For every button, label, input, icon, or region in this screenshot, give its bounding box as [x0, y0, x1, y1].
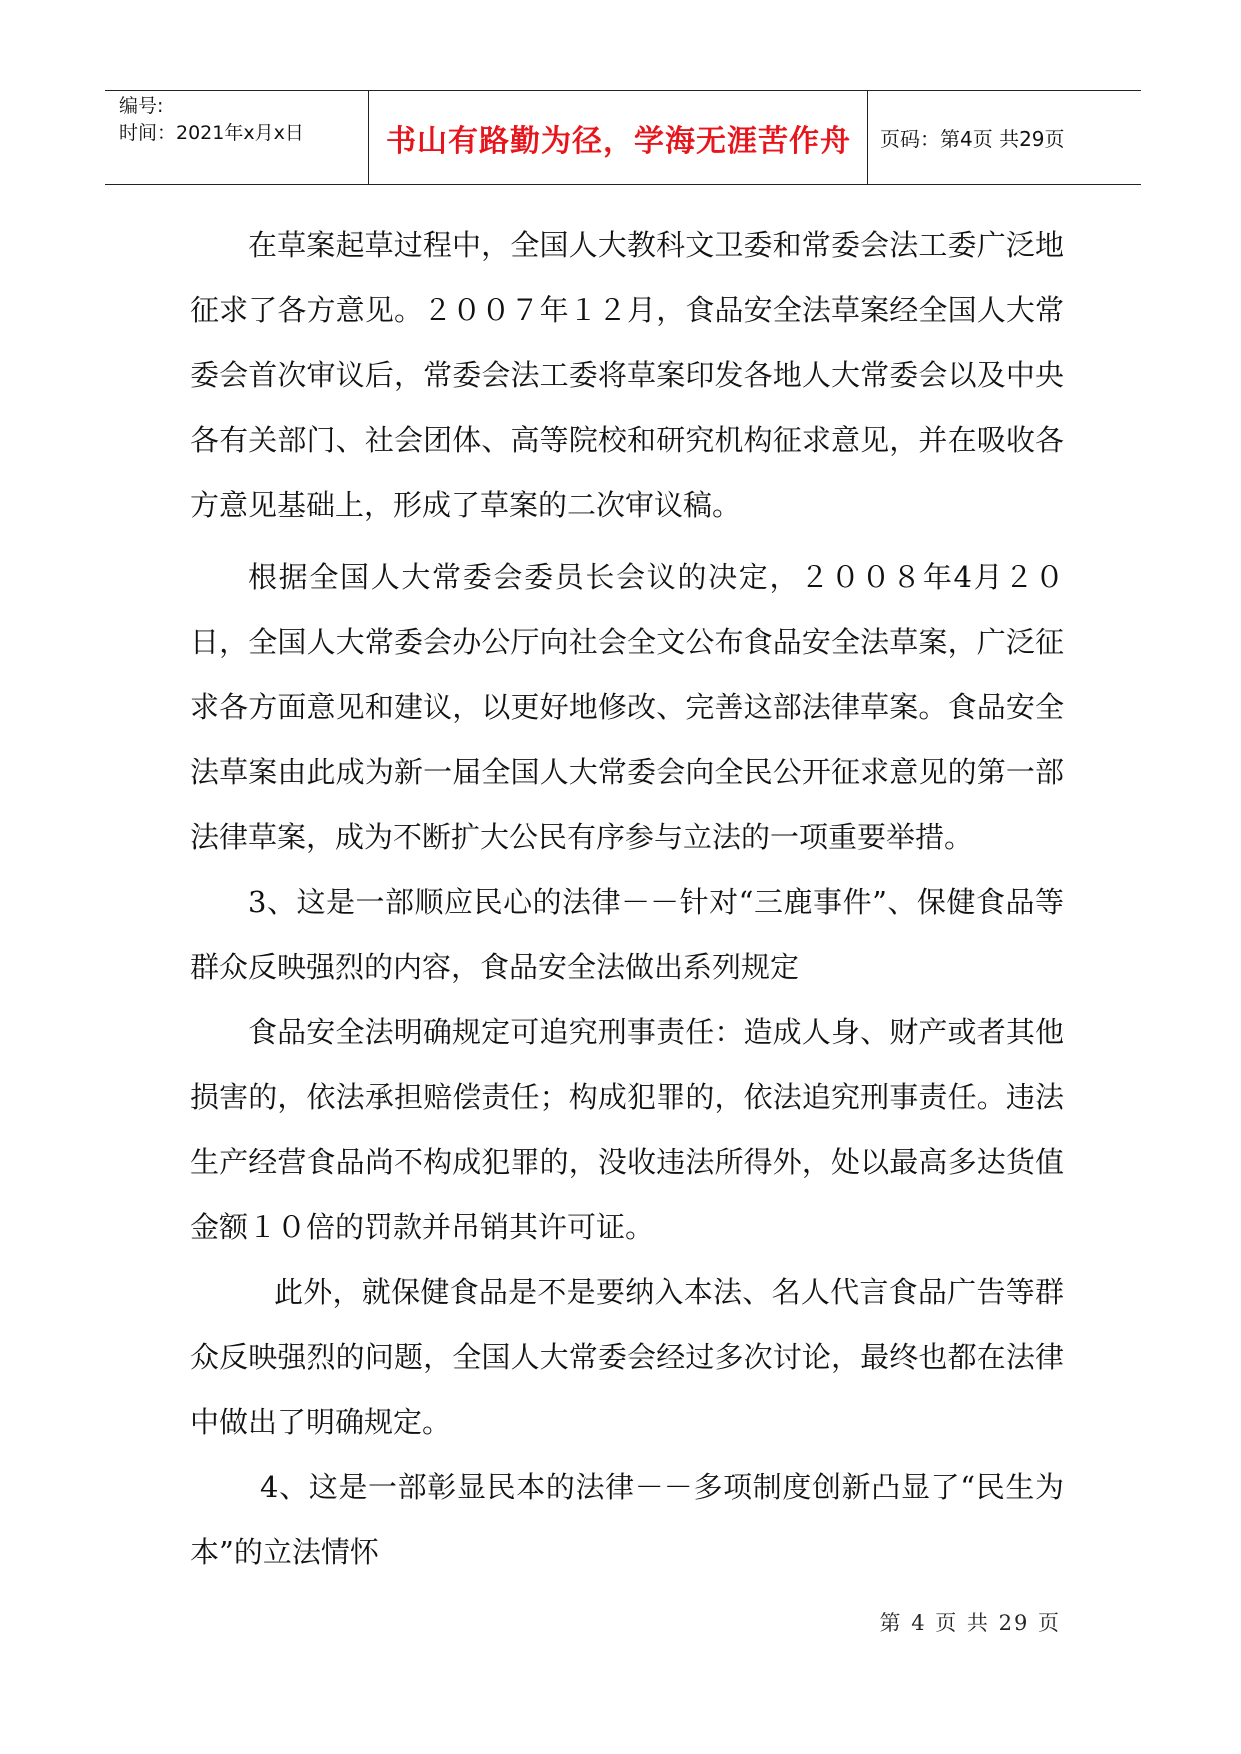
document-body: [190, 213, 1064, 1585]
paragraph: 在草案起草过程中，全国人大教科文卫委和常委会法工委广泛地征求了各方意见。２００７年１２月，食品安全法草案经全国人大常委会首次审议后，常委会法工委将草案印发各地人大常委会以及中央各有关部门、社会团体、高等院校和研究机构征求意见，并在吸收各方意见基础上，形成了草案的二次审议稿。: [190, 228, 1064, 522]
header-page-label: 页码：第4页 共29页: [880, 127, 1065, 151]
document-number-label: 编号:: [119, 95, 164, 117]
page-footer: 第 4 页 共 29 页: [879, 1611, 1061, 1635]
header-meta: [105, 91, 369, 184]
section-heading-4: 4、这是一部彰显民本的法律－－多项制度创新凸显了“民生为本”的立法情怀: [190, 1470, 1064, 1569]
paragraph: 此外，就保健食品是不是要纳入本法、名人代言食品广告等群众反映强烈的问题，全国人大常委会经过多次讨论，最终也都在法律中做出了明确规定。: [190, 1275, 1064, 1439]
header-motto: 书山有路勤为径，学海无涯苦作舟: [370, 91, 868, 184]
document-time-label: 时间：2021年x月x日: [119, 122, 304, 144]
paragraph: 根据全国人大常委会委员长会议的决定，２００８年4月２０日，全国人大常委会办公厅向社会全文公布食品安全法草案，广泛征求各方面意见和建议，以更好地修改、完善这部法律草案。食品安全法草案由此成为新一届全国人大常委会向全民公开征求意见的第一部法律草案，成为不断扩大公民有序参与立法的一项重要举措。: [190, 560, 1064, 854]
paragraph: 食品安全法明确规定可追究刑事责任：造成人身、财产或者其他损害的，依法承担赔偿责任；构成犯罪的，依法追究刑事责任。违法生产经营食品尚不构成犯罪的，没收违法所得外，处以最高多达货值金额１０倍的罚款并吊销其许可证。: [190, 1015, 1064, 1244]
section-heading-3: 3、这是一部顺应民心的法律－－针对“三鹿事件”、保健食品等群众反映强烈的内容，食品安全法做出系列规定: [190, 885, 1064, 984]
page-header: [105, 90, 1141, 185]
